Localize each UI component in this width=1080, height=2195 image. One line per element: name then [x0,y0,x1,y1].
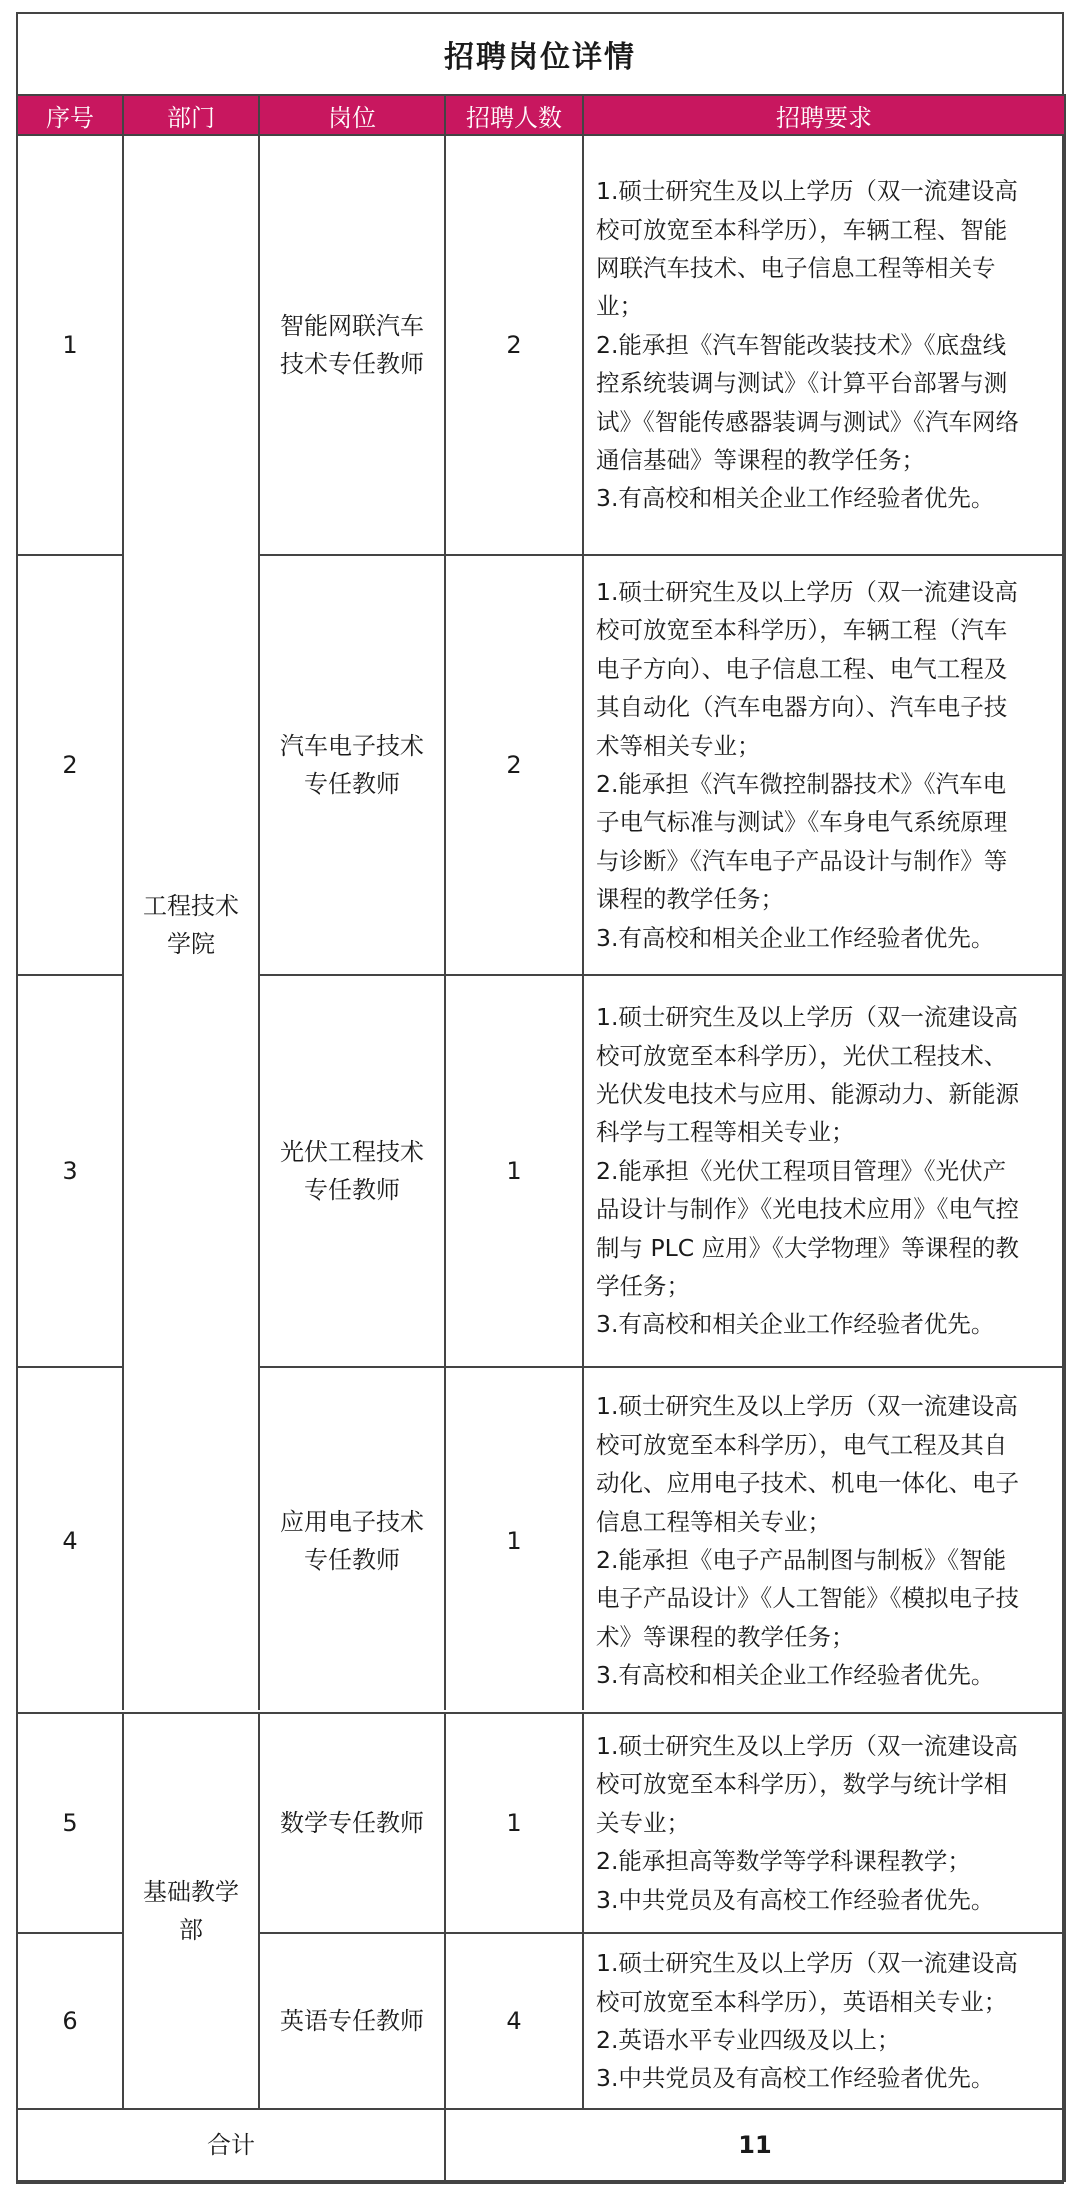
department-cell [123,135,259,1715]
requirement-line: 2.能承担高等数学等学科课程教学； [596,1847,971,1876]
total-value: 11 [445,2109,1065,2181]
count-cell: 1 [445,1713,583,1933]
position-label: 光伏工程技术 专任教师 [280,1138,424,1204]
requirements-cell [583,135,1065,555]
requirement-line: 科学与工程等相关专业； [596,1118,855,1147]
header-department: 部门 [123,95,259,135]
requirements-cell [583,555,1065,975]
requirement-line: 校可放宽至本科学历），数学与统计学相 [596,1770,1008,1799]
requirement-line: 2.能承担《电子产品制图与制板》《智能 [596,1546,1007,1574]
requirement-line: 校可放宽至本科学历），电气工程及其自 [596,1430,1008,1459]
requirement-line: 子电气标准与测试》《车身电气系统原理 [596,808,1008,837]
table-row [17,135,1065,555]
department-label: 基础教学 部 [143,1878,239,1944]
requirement-line: 光伏发电技术与应用、能源动力、新能源 [596,1079,1019,1108]
requirement-line: 学任务； [596,1272,690,1301]
requirement-line: 1.硕士研究生及以上学历（双一流建设高 [596,177,1018,206]
row-index: 4 [17,1367,123,1715]
table-row [17,1713,1065,1933]
requirement-line: 术等相关专业； [596,731,761,760]
requirement-line: 信息工程等相关专业； [596,1507,831,1536]
requirement-line: 3.中共党员及有高校工作经验者优先。 [596,2064,995,2093]
row-index: 1 [17,135,123,555]
requirement-line: 电子产品设计》《人工智能》《模拟电子技 [596,1584,1019,1613]
position-cell [259,975,445,1367]
requirement-line: 1.硕士研究生及以上学历（双一流建设高 [596,1003,1018,1032]
requirement-line: 校可放宽至本科学历），车辆工程（汽车 [596,616,1008,645]
position-cell [259,555,445,975]
requirement-line: 校可放宽至本科学历），英语相关专业； [596,1987,1008,2016]
count-cell: 4 [445,1933,583,2109]
total-row [17,2109,1065,2181]
requirement-line: 3.中共党员及有高校工作经验者优先。 [596,1885,995,1914]
count-cell: 1 [445,975,583,1367]
row-index: 2 [17,555,123,975]
requirement-line: 术》等课程的教学任务； [596,1622,855,1651]
requirement-line: 2.能承担《汽车智能改装技术》《底盘线 [596,330,1007,359]
requirement-line: 3.有高校和相关企业工作经验者优先。 [596,923,995,952]
requirement-line: 3.有高校和相关企业工作经验者优先。 [596,1310,995,1339]
total-label: 合计 [17,2109,445,2181]
requirement-line: 动化、应用电子技术、机电一体化、电子 [596,1469,1019,1498]
requirements-cell [583,1367,1065,1715]
count-cell: 2 [445,135,583,555]
header-count: 招聘人数 [445,95,583,135]
requirement-line: 2.英语水平专业四级及以上； [596,2026,901,2054]
header-row [17,95,1065,135]
requirement-line: 2.能承担《光伏工程项目管理》《光伏产 [596,1156,1007,1185]
department-label: 工程技术 学院 [143,892,239,958]
page-title: 招聘岗位详情 [444,40,636,75]
requirement-line: 与诊断》《汽车电子产品设计与制作》等 [596,846,1008,875]
row-index: 3 [17,975,123,1367]
header-position: 岗位 [259,95,445,135]
requirement-line: 关专业； [596,1808,690,1837]
requirement-line: 试》《智能传感器装调与测试》《汽车网络 [596,407,1019,436]
requirement-line: 控系统装调与测试》《计算平台部署与测 [596,369,1008,398]
recruitment-table [16,94,1066,1716]
position-label: 数学专任教师 [280,1809,424,1837]
requirements-cell [583,1713,1065,1933]
requirement-line: 制与 PLC 应用》《大学物理》等课程的教 [596,1233,1019,1262]
requirement-line: 1.硕士研究生及以上学历（双一流建设高 [596,577,1018,606]
position-label: 英语专任教师 [280,2007,424,2035]
requirements-cell [583,1933,1065,2109]
requirement-line: 课程的教学任务； [596,885,784,914]
requirement-line: 品设计与制作》《光电技术应用》《电气控 [596,1195,1019,1224]
requirement-line: 其自动化（汽车电器方向）、汽车电子技 [596,693,1008,722]
requirement-line: 校可放宽至本科学历），光伏工程技术、 [596,1041,1008,1070]
requirement-line: 校可放宽至本科学历），车辆工程、智能 [596,215,1008,244]
position-label: 智能网联汽车 技术专任教师 [280,312,424,378]
requirements-cell [583,975,1065,1367]
requirement-line: 通信基础》等课程的教学任务； [596,446,925,475]
requirement-line: 网联汽车技术、电子信息工程等相关专 [596,253,996,282]
requirement-line: 1.硕士研究生及以上学历（双一流建设高 [596,1731,1018,1760]
row-index: 6 [17,1933,123,2109]
position-cell [259,1713,445,1933]
requirement-line: 2.能承担《汽车微控制器技术》《汽车电 [596,770,1007,798]
requirement-line: 电子方向）、电子信息工程、电气工程及 [596,654,1008,683]
requirement-line: 3.有高校和相关企业工作经验者优先。 [596,484,995,513]
requirement-line: 3.有高校和相关企业工作经验者优先。 [596,1661,995,1690]
header-index: 序号 [17,95,123,135]
position-label: 应用电子技术 专任教师 [280,1508,424,1574]
position-cell [259,1367,445,1715]
position-label: 汽车电子技术 专任教师 [280,732,424,798]
count-cell: 1 [445,1367,583,1715]
requirement-line: 1.硕士研究生及以上学历（双一流建设高 [596,1949,1018,1978]
count-cell: 2 [445,555,583,975]
requirement-line: 1.硕士研究生及以上学历（双一流建设高 [596,1392,1018,1421]
requirement-line: 业； [596,292,643,321]
department-cell [123,1713,259,2109]
row-index: 5 [17,1713,123,1933]
recruitment-table-basic [16,1712,1066,2182]
header-requirements: 招聘要求 [583,95,1065,135]
position-cell [259,135,445,555]
position-cell [259,1933,445,2109]
